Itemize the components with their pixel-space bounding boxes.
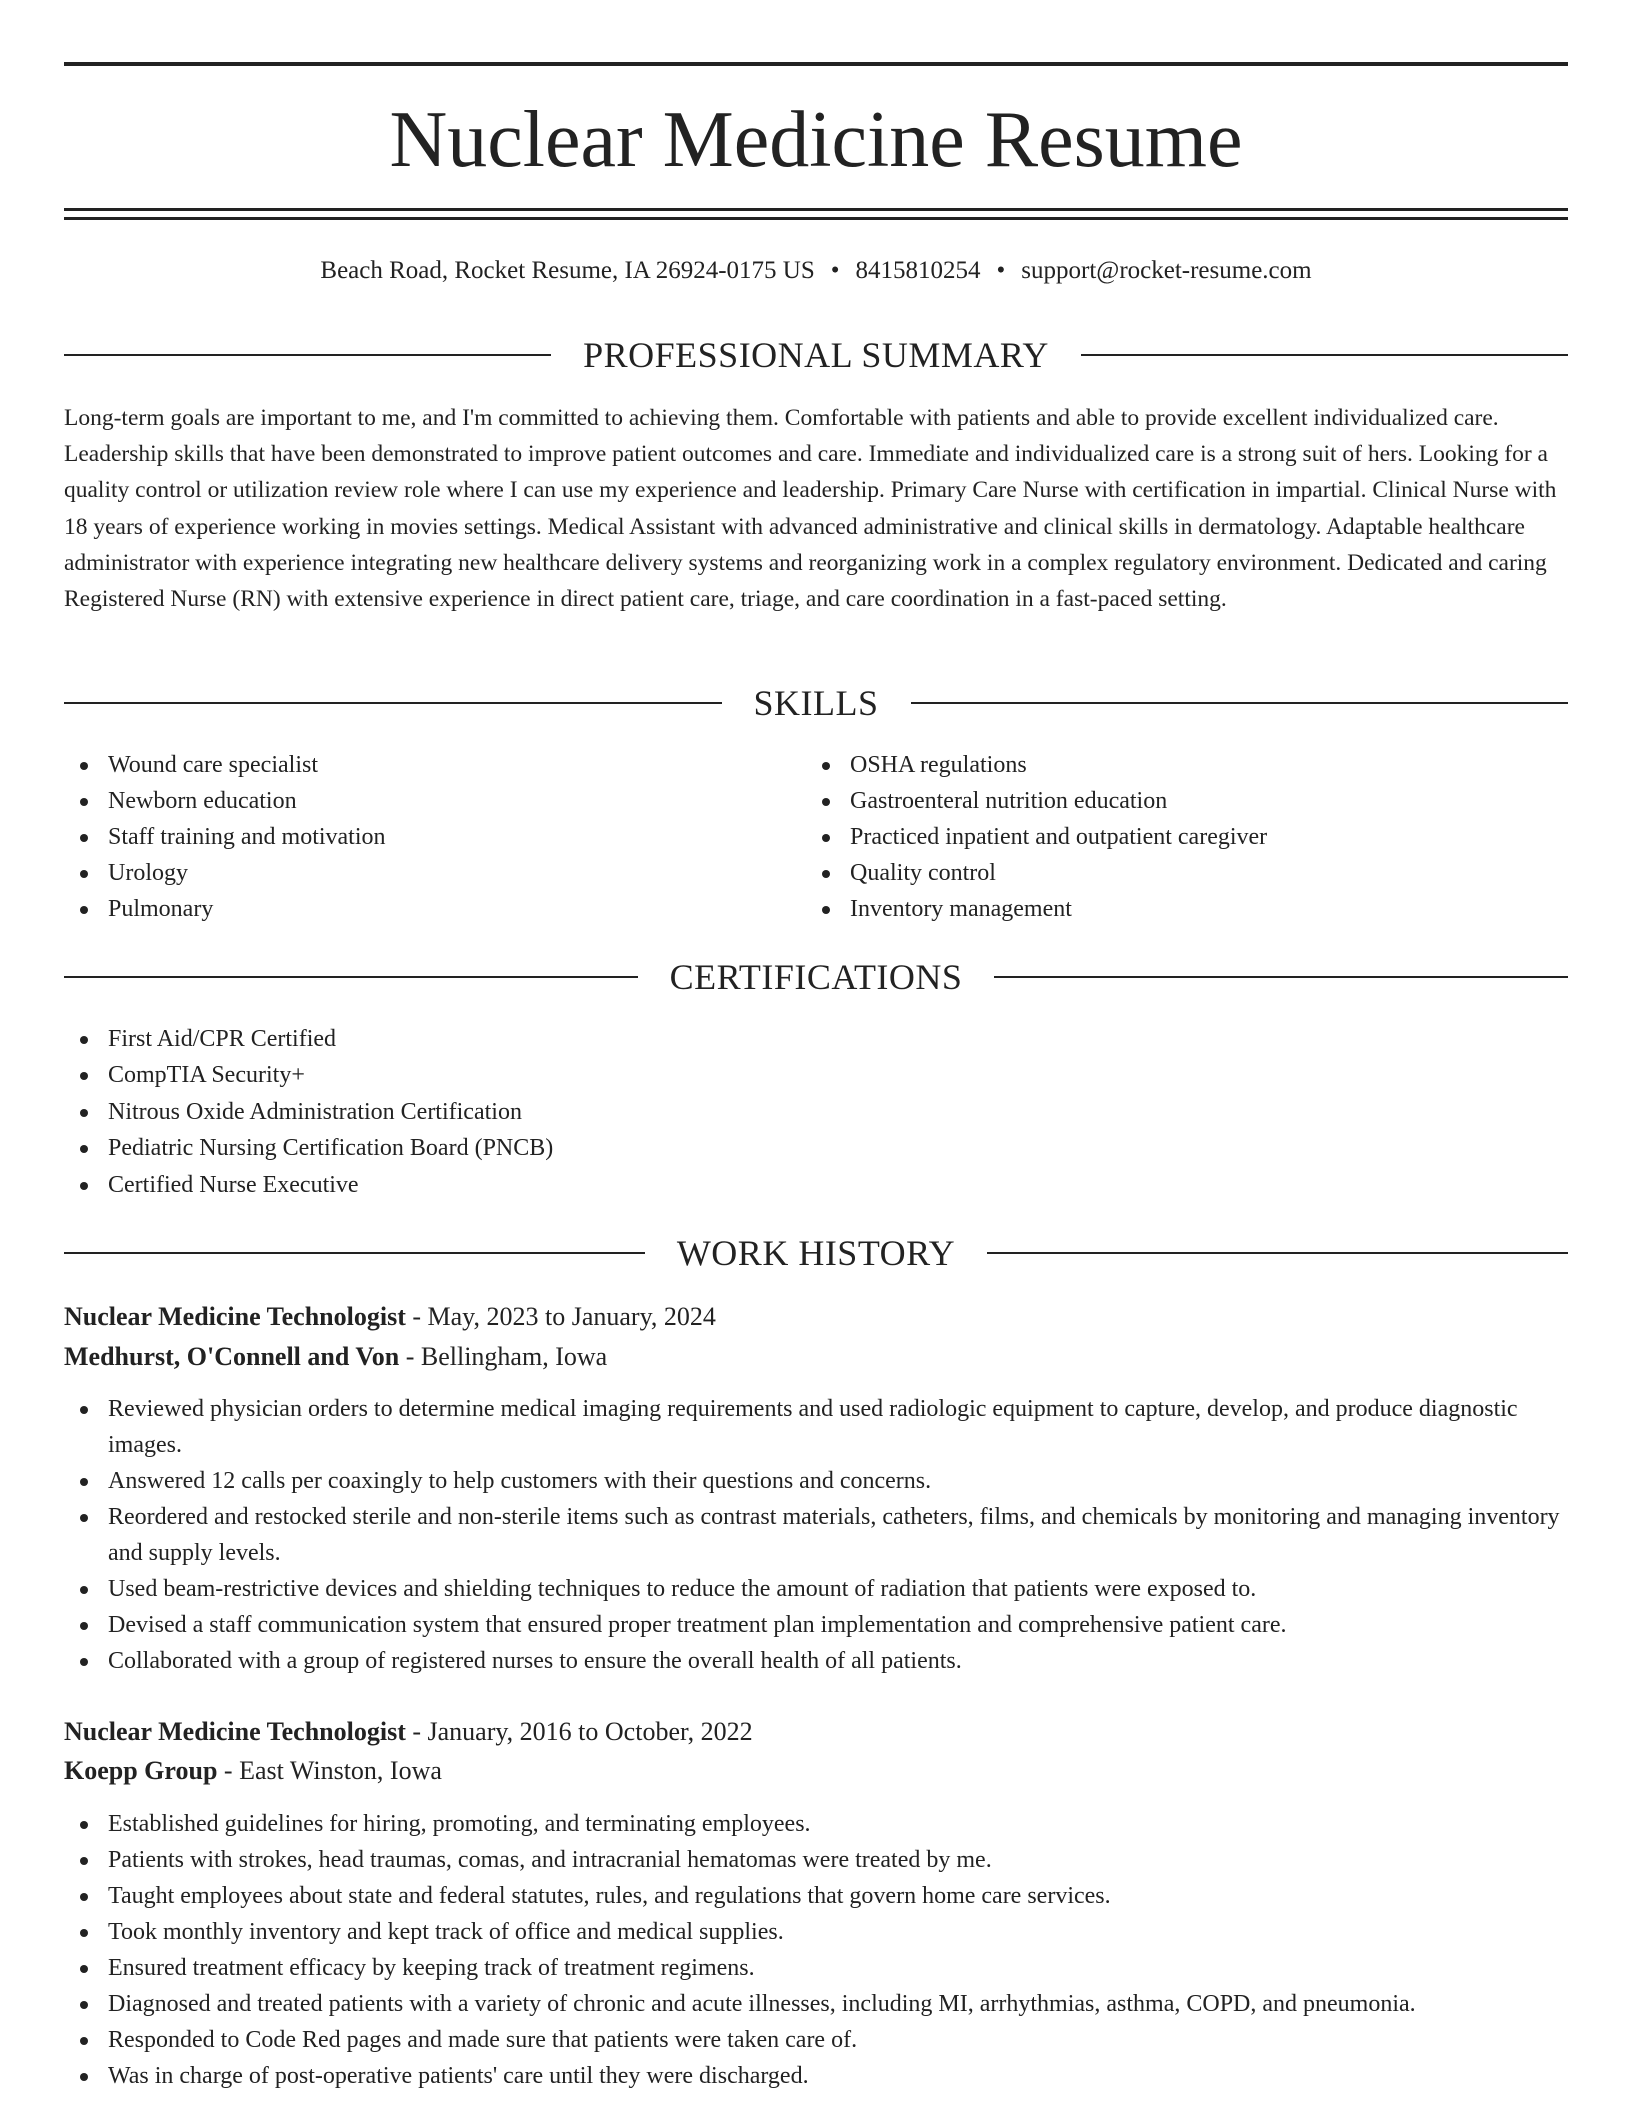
heading-rule-left [64,1252,645,1254]
skills-list-right [806,747,1506,927]
certification-item: CompTIA Security+ [64,1057,964,1093]
job-bullet: Diagnosed and treated patients with a variety of chronic and acute illnesses, including MI, arrhythmias, asthma, COPD, and pneumonia. [64,1986,1568,2022]
certification-item: Nitrous Oxide Administration Certification [64,1094,964,1130]
job-bullet: Established guidelines for hiring, promoting, and terminating employees. [64,1806,1568,1842]
job-bullets [64,1806,1568,2094]
top-rule [64,62,1568,66]
skill-item: Inventory management [806,891,1506,927]
contact-line [64,254,1568,288]
section-title: WORK HISTORY [676,1233,956,1273]
section-title: PROFESSIONAL SUMMARY [583,335,1049,375]
job-bullet: Ensured treatment efficacy by keeping track of treatment regimens. [64,1950,1568,1986]
job-bullet: Reordered and restocked sterile and non-sterile items such as contrast materials, catheters, films, and chemicals by monitoring and managing inventory and supply levels. [64,1499,1568,1571]
address: Beach Road, Rocket Resume, IA 26924-0175 US [320,257,815,284]
job-bullet: Took monthly inventory and kept track of office and medical supplies. [64,1914,1568,1950]
skill-item: OSHA regulations [806,747,1506,783]
skill-item: Newborn education [64,783,764,819]
job-company: Koepp Group [64,1756,218,1785]
skills-list-left [64,747,764,927]
skill-item: Staff training and motivation [64,819,764,855]
contact-separator: • [830,257,840,284]
section-title: SKILLS [753,683,879,723]
job-bullet: Reviewed physician orders to determine medical imaging requirements and used radiologic equipment to capture, develop, and produce diagnostic images. [64,1391,1568,1463]
heading-rule-right [994,976,1568,978]
job-bullets [64,1391,1568,1679]
job-bullet: Responded to Code Red pages and made sure that patients were taken care of. [64,2022,1568,2058]
section-heading-work-history [64,1231,1568,1275]
section-heading-certifications [64,955,1568,999]
job-bullet: Devised a staff communication system that ensured proper treatment plan implementation and comprehensive patient care. [64,1607,1568,1643]
job-company: Medhurst, O'Connell and Von [64,1342,400,1371]
job-bullet: Patients with strokes, head traumas, comas, and intracranial hematomas were treated by me. [64,1842,1568,1878]
section-heading-summary [64,333,1568,377]
job-title: Nuclear Medicine Technologist [64,1717,406,1746]
skill-item: Urology [64,855,764,891]
section-title: CERTIFICATIONS [669,957,963,997]
job-location: - East Winston, Iowa [223,1756,442,1785]
job-company-line [64,1751,1568,1791]
certification-item: Certified Nurse Executive [64,1167,964,1203]
job-title-line [64,1712,1568,1752]
job-title-line [64,1297,1568,1337]
phone: 8415810254 [855,257,981,284]
summary-text: Long-term goals are important to me, and I'm committed to achieving them. Comfortable with patients and able to provide excellent individualized care. Leadership skills that have been demonstrated to improve patient outcomes and care. Immediate and individualized care is a strong suit of hers. Looking for a quality control or utilization review role where I can use my experience and leadership. Primary Care Nurse with certification in impartial. Clinical Nurse with 18 years of experience working in movies settings. Medical Assistant with advanced administrative and clinical skills in dermatology. Adaptable healthcare administrator with experience integrating new healthcare delivery systems and reorganizing work in a complex regulatory environment. Dedicated and caring Registered Nurse (RN) with extensive experience in direct patient care, triage, and care coordination in a fast-paced setting. [64,405,1557,613]
job-company-line [64,1337,1568,1377]
contact-separator: • [996,257,1006,284]
skill-item: Pulmonary [64,891,764,927]
certifications-list [64,1021,964,1203]
email: support@rocket-resume.com [1021,257,1312,284]
job-dates: - January, 2016 to October, 2022 [412,1717,753,1746]
title-double-rule [64,208,1568,220]
resume-title: Nuclear Medicine Resume [389,96,1243,184]
job-bullet: Was in charge of post-operative patients' care until they were discharged. [64,2058,1568,2094]
heading-rule-right [911,702,1569,704]
skill-item: Practiced inpatient and outpatient caregiver [806,819,1506,855]
job-title: Nuclear Medicine Technologist [64,1302,406,1331]
skill-item: Wound care specialist [64,747,764,783]
section-heading-skills [64,681,1568,725]
certification-item: First Aid/CPR Certified [64,1021,964,1057]
job-bullet: Collaborated with a group of registered nurses to ensure the overall health of all patients. [64,1643,1568,1679]
skill-item: Gastroenteral nutrition education [806,783,1506,819]
certification-item: Pediatric Nursing Certification Board (PNCB) [64,1130,964,1166]
heading-rule-left [64,354,551,356]
job-bullet: Taught employees about state and federal statutes, rules, and regulations that govern home care services. [64,1878,1568,1914]
job-dates: - May, 2023 to January, 2024 [412,1302,716,1331]
job-bullet: Answered 12 calls per coaxingly to help customers with their questions and concerns. [64,1463,1568,1499]
heading-rule-right [987,1252,1568,1254]
skill-item: Quality control [806,855,1506,891]
heading-rule-left [64,976,638,978]
heading-rule-left [64,702,722,704]
job-location: - Bellingham, Iowa [405,1342,608,1371]
job-bullet: Used beam-restrictive devices and shielding techniques to reduce the amount of radiation that patients were exposed to. [64,1571,1568,1607]
heading-rule-right [1081,354,1568,356]
